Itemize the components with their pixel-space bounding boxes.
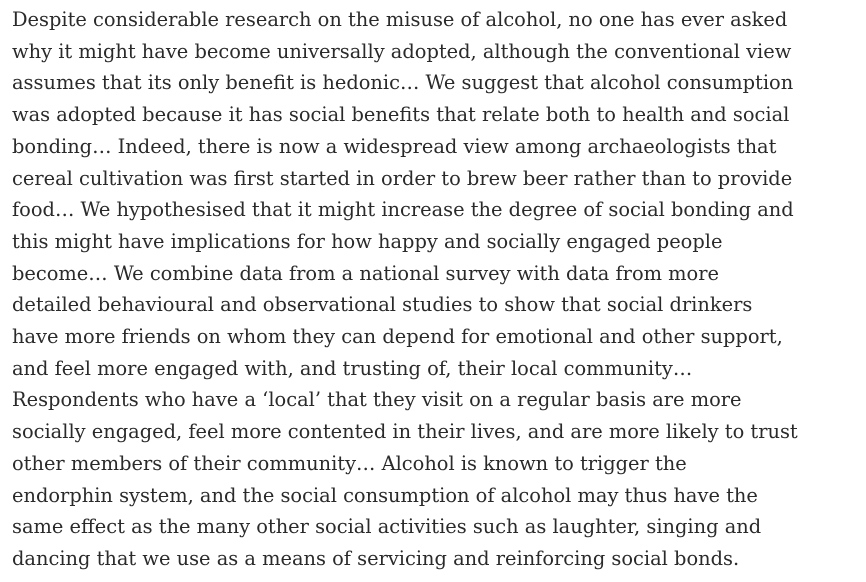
- passage-line: and feel more engaged with, and trusting of, their local community…: [12, 356, 693, 380]
- passage-line: assumes that its only benefit is hedonic… We suggest that alcohol consumption: [12, 71, 794, 95]
- quote-passage: [12, 4, 862, 575]
- passage-line: other members of their community… Alcohol is known to trigger the: [12, 451, 687, 475]
- passage-line: bonding… Indeed, there is now a widespread view among archaeologists that: [12, 134, 777, 158]
- passage-line: dancing that we use as a means of servicing and reinforcing social bonds.: [12, 546, 740, 570]
- passage-line: this might have implications for how happy and socially engaged people: [12, 229, 723, 253]
- passage-line: food… We hypothesised that it might increase the degree of social bonding and: [12, 198, 794, 222]
- passage-line: Respondents who have a ‘local’ that they visit on a regular basis are more: [12, 388, 742, 412]
- passage-line: become… We combine data from a national survey with data from more: [12, 261, 719, 285]
- passage-line: detailed behavioural and observational studies to show that social drinkers: [12, 293, 753, 317]
- passage-line: Despite considerable research on the misuse of alcohol, no one has ever asked: [12, 8, 788, 31]
- passage-line: same effect as the many other social activities such as laughter, singing and: [12, 515, 762, 539]
- passage-line: why it might have become universally adopted, although the conventional view: [12, 39, 792, 63]
- passage-line: was adopted because it has social benefits that relate both to health and social: [12, 103, 790, 127]
- passage-line: have more friends on whom they can depend for emotional and other support,: [12, 325, 783, 349]
- passage-line: endorphin system, and the social consumption of alcohol may thus have the: [12, 483, 758, 507]
- passage-line: cereal cultivation was first started in order to brew beer rather than to provide: [12, 166, 793, 190]
- passage-line: socially engaged, feel more contented in their lives, and are more likely to trust: [12, 420, 798, 444]
